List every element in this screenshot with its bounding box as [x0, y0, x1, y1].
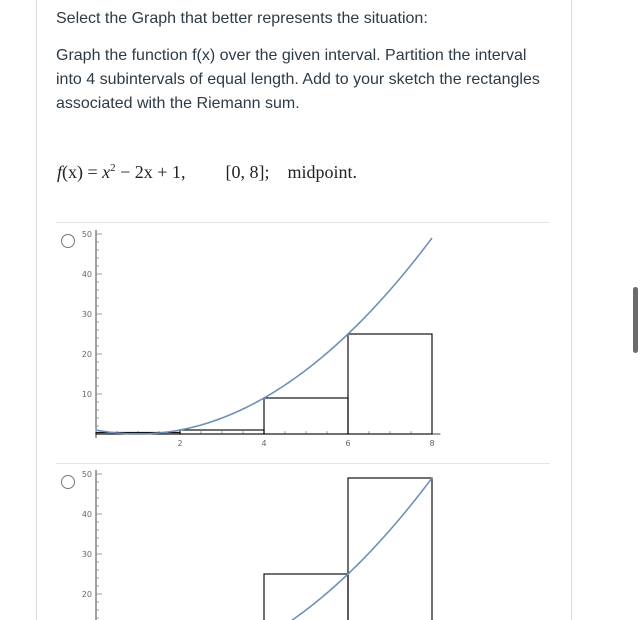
formula-rest: − 2x + 1,	[115, 162, 186, 182]
riemann-rectangle	[348, 478, 432, 620]
x-tick-label: 6	[345, 439, 351, 448]
y-tick-label: 50	[81, 230, 92, 239]
prompt-text: Select the Graph that better represents the situation:	[56, 10, 428, 27]
formula-interval: [0, 8];	[225, 162, 270, 182]
y-tick-label: 50	[81, 470, 92, 479]
formula-x: x	[102, 162, 111, 182]
x-tick-label: 2	[177, 439, 183, 448]
y-tick-label: 40	[81, 270, 92, 279]
y-tick-label: 30	[81, 310, 92, 319]
scrollbar-thumb[interactable]	[633, 287, 638, 353]
question-text: Graph the function f(x) over the given interval. Partition the interval into 4 subintervals of equal length. Add to your sketch the rectangles associated with the Riemann sum.	[56, 47, 540, 112]
y-tick-label: 30	[81, 550, 92, 559]
formula-method: midpoint.	[287, 162, 357, 182]
divider	[56, 222, 550, 223]
graph-option-1[interactable]	[78, 228, 450, 458]
y-tick-label: 40	[81, 510, 92, 519]
option-1-radio[interactable]	[61, 234, 75, 248]
x-tick-label: 4	[261, 439, 267, 448]
y-tick-label: 20	[81, 350, 92, 359]
graph-option-2[interactable]	[78, 468, 450, 620]
formula-arg: (x) =	[62, 162, 103, 182]
divider	[56, 463, 550, 464]
riemann-rectangle	[264, 574, 348, 620]
y-tick-label: 20	[81, 590, 92, 599]
formula-exponent: 2	[110, 162, 116, 174]
formula-f: f	[57, 162, 63, 182]
function-formula	[57, 162, 357, 183]
riemann-rectangle	[264, 398, 348, 434]
riemann-rectangle	[348, 334, 432, 434]
x-tick-label: 8	[429, 439, 435, 448]
option-2-radio[interactable]	[61, 475, 75, 489]
y-tick-label: 10	[81, 390, 92, 399]
